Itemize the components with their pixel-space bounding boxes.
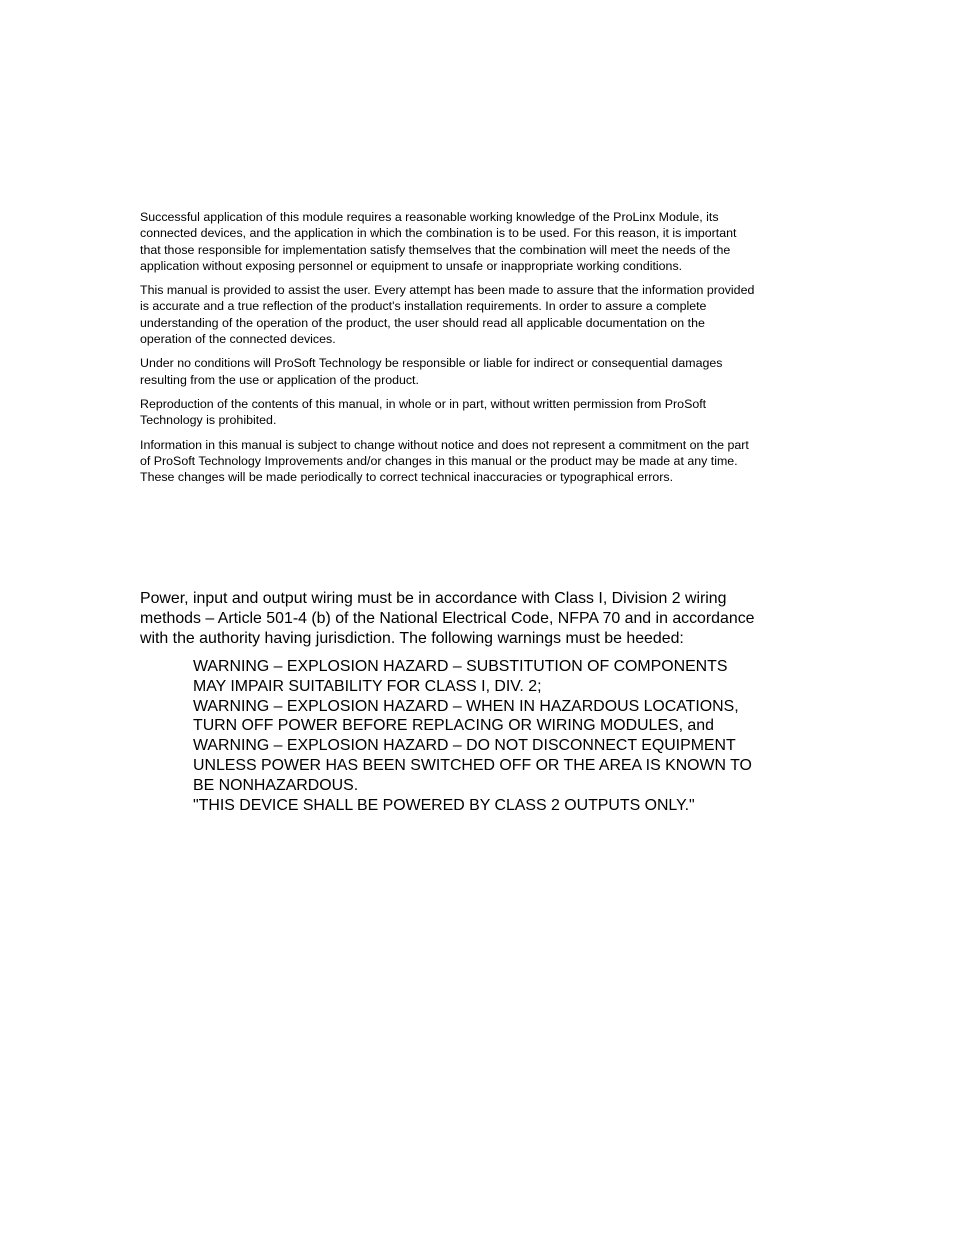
warning-list: [193, 657, 763, 815]
warning-class-2-outputs: "THIS DEVICE SHALL BE POWERED BY CLASS 2 OUTPUTS ONLY.": [193, 796, 695, 814]
warning-substitution: WARNING – EXPLOSION HAZARD – SUBSTITUTION OF COMPONENTS MAY IMPAIR SUITABILITY FOR CLASS I, DIV. 2;: [193, 658, 728, 695]
disclaimer-paragraph-reproduction: Reproduction of the contents of this manual, in whole or in part, without written permission from ProSoft Technology is prohibited.: [140, 396, 707, 428]
warning-power-off: WARNING – EXPLOSION HAZARD – WHEN IN HAZARDOUS LOCATIONS, TURN OFF POWER BEFORE REPLACING OR WIRING MODULES, and: [193, 697, 739, 735]
disclaimer-section: [140, 209, 758, 493]
disclaimer-paragraph-manual-purpose: This manual is provided to assist the user. Every attempt has been made to assure that the information provided is accurate and a true reflection of the product's installation requirements. In order to assure a complete understanding of the operation of the product, the user should read all applicable documentation on the operation of the connected devices.: [140, 283, 755, 347]
disclaimer-paragraph-changes: Information in this manual is subject to change without notice and does not represent a commitment on the part of ProSoft Technology Improvements and/or changes in this manual or the product may be made at any time. These changes will be made periodically to correct technical inaccuracies or typographical errors.: [140, 437, 749, 485]
hazard-intro-paragraph: Power, input and output wiring must be in accordance with Class I, Division 2 wiring methods – Article 501-4 (b) of the National Electrical Code, NFPA 70 and in accordance with the authority having jurisdiction. The following warnings must be heeded:: [140, 590, 755, 647]
hazardous-location-section: [140, 589, 758, 815]
disclaimer-paragraph-liability: Under no conditions will ProSoft Technology be responsible or liable for indirect or consequential damages resulting from the use or application of the product.: [140, 356, 723, 387]
warning-disconnect: WARNING – EXPLOSION HAZARD – DO NOT DISCONNECT EQUIPMENT UNLESS POWER HAS BEEN SWITCHED OFF OR THE AREA IS KNOWN TO BE NONHAZARDOUS.: [193, 737, 752, 794]
disclaimer-paragraph-knowledge: Successful application of this module requires a reasonable working knowledge of the ProLinx Module, its connected devices, and the application in which the combination is to be used. For this reason, it is important that those responsible for implementation satisfy themselves that the combination will meet the needs of the application without exposing personnel or equipment to unsafe or inappropriate working conditions.: [140, 210, 737, 273]
